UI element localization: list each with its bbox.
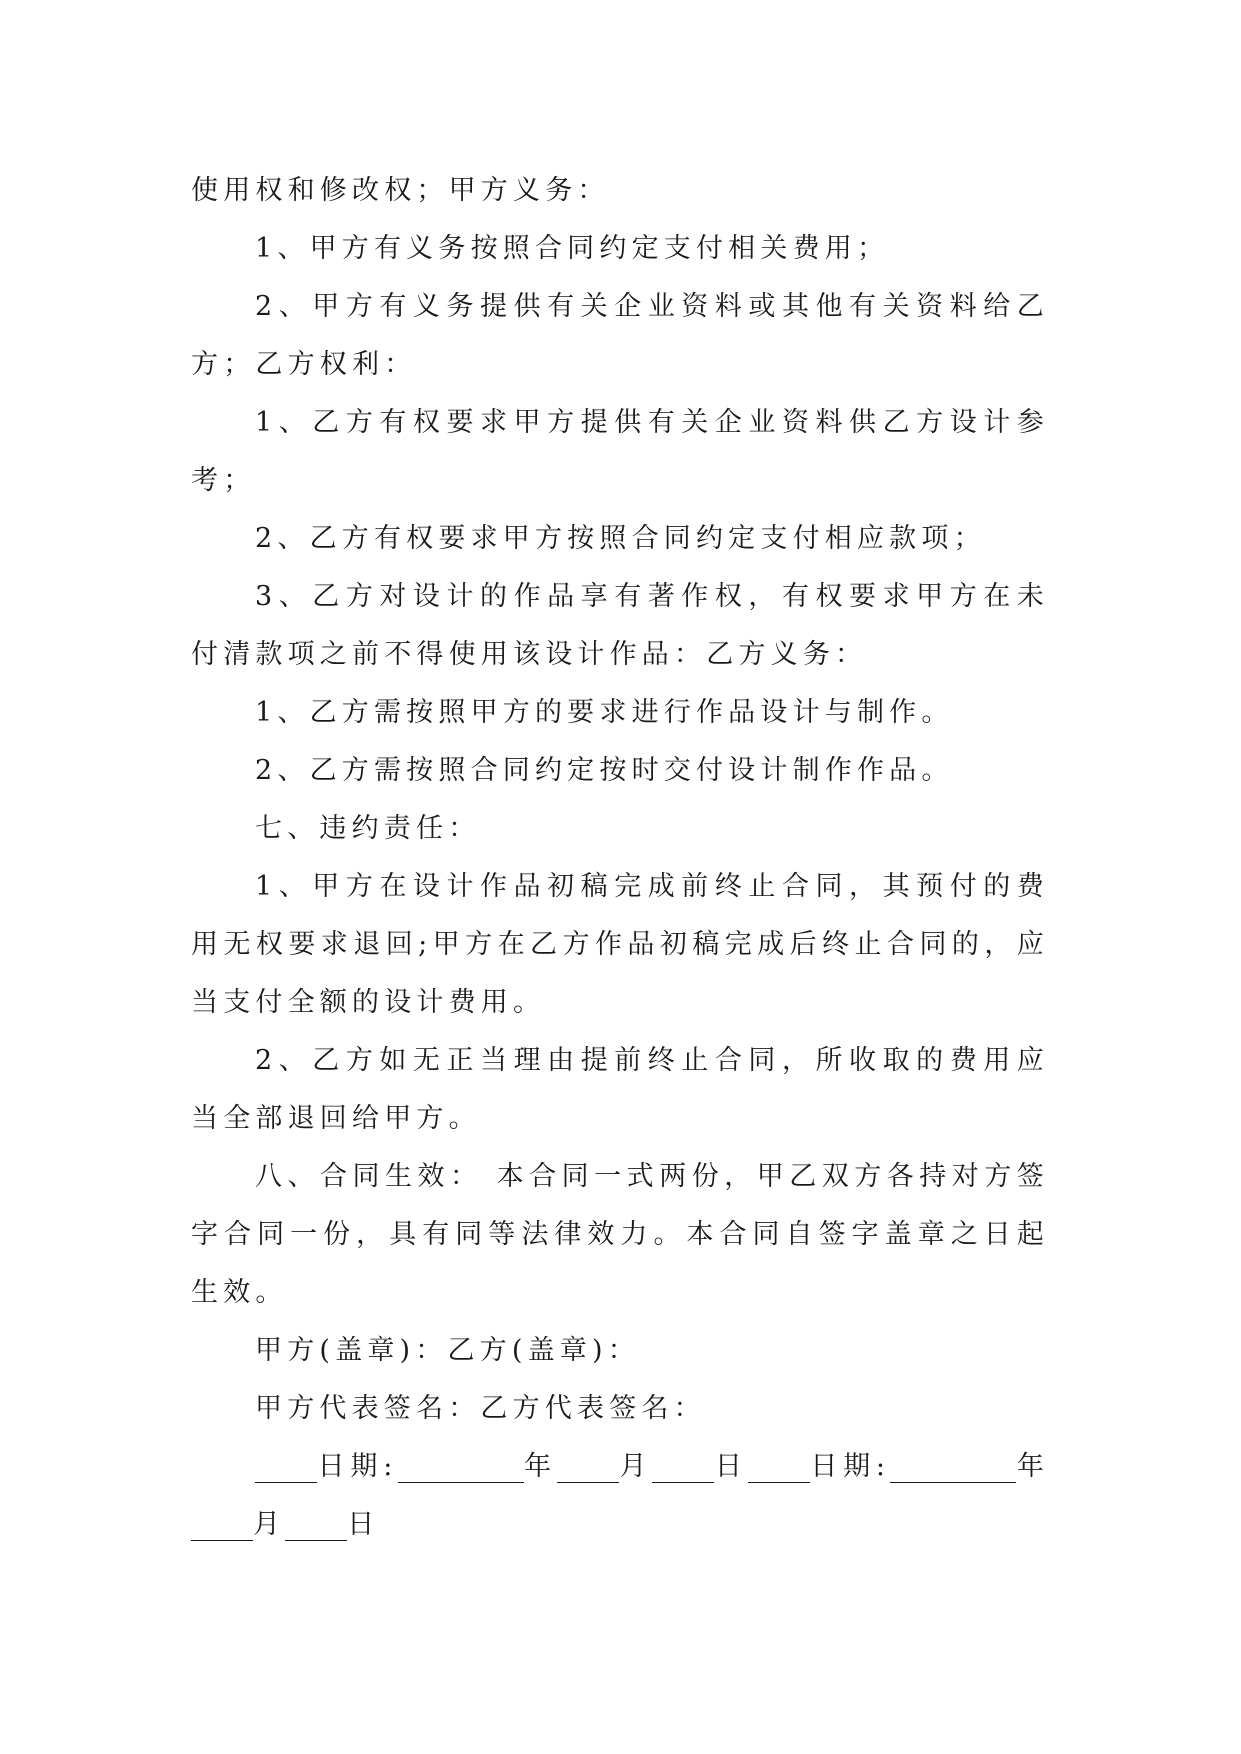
paragraph: 1、乙方有权要求甲方提供有关企业资料供乙方设计参考； — [191, 407, 1049, 496]
blank-underline — [191, 1502, 253, 1541]
month-label: 月 — [618, 1451, 653, 1482]
date-line — [191, 1438, 1049, 1554]
blank-underline — [748, 1444, 810, 1483]
day-label: 日 — [714, 1451, 748, 1482]
blank-underline — [285, 1502, 347, 1541]
paragraph: 1、甲方有义务按照合同约定支付相关费用； — [255, 233, 890, 264]
blank-underline — [652, 1444, 714, 1483]
paragraph: 2、乙方有权要求甲方按照合同约定支付相应款项； — [255, 523, 986, 554]
paragraph: 2、乙方需按照合同约定按时交付设计制作作品。 — [255, 755, 954, 786]
paragraph: 2、甲方有义务提供有关企业资料或其他有关资料给乙方；乙方权利： — [191, 291, 1049, 380]
year-label: 年 — [1016, 1451, 1050, 1482]
day-label: 日 — [347, 1509, 380, 1540]
blank-underline — [557, 1444, 619, 1483]
date-label: 日期: — [809, 1451, 891, 1482]
blank-underline — [255, 1444, 317, 1483]
paragraph: 使用权和修改权；甲方义务： — [191, 175, 610, 206]
paragraph: 八、合同生效： 本合同一式两份，甲乙双方各持对方签字合同一份，具有同等法律效力。本合同自签字盖章之日起生效。 — [191, 1161, 1049, 1308]
date-label: 日期: — [317, 1451, 398, 1482]
year-label: 年 — [523, 1451, 557, 1482]
seal-line: 甲方(盖章)：乙方(盖章)： — [255, 1335, 640, 1366]
paragraph: 3、乙方对设计的作品享有著作权，有权要求甲方在未付清款项之前不得使用该设计作品：乙方义务： — [191, 581, 1049, 670]
section-heading: 七、违约责任： — [255, 813, 481, 844]
paragraph: 1、甲方在设计作品初稿完成前终止合同，其预付的费用无权要求退回;甲方在乙方作品初稿完成后终止合同的，应当支付全额的设计费用。 — [191, 871, 1049, 1018]
paragraph: 2、乙方如无正当理由提前终止合同，所收取的费用应当全部退回给甲方。 — [191, 1045, 1049, 1134]
signature-line: 甲方代表签名：乙方代表签名： — [255, 1393, 706, 1424]
contract-body — [191, 162, 1049, 1554]
month-label: 月 — [253, 1509, 286, 1540]
blank-underline — [398, 1444, 524, 1483]
paragraph: 1、乙方需按照甲方的要求进行作品设计与制作。 — [255, 697, 954, 728]
blank-underline — [890, 1444, 1016, 1483]
